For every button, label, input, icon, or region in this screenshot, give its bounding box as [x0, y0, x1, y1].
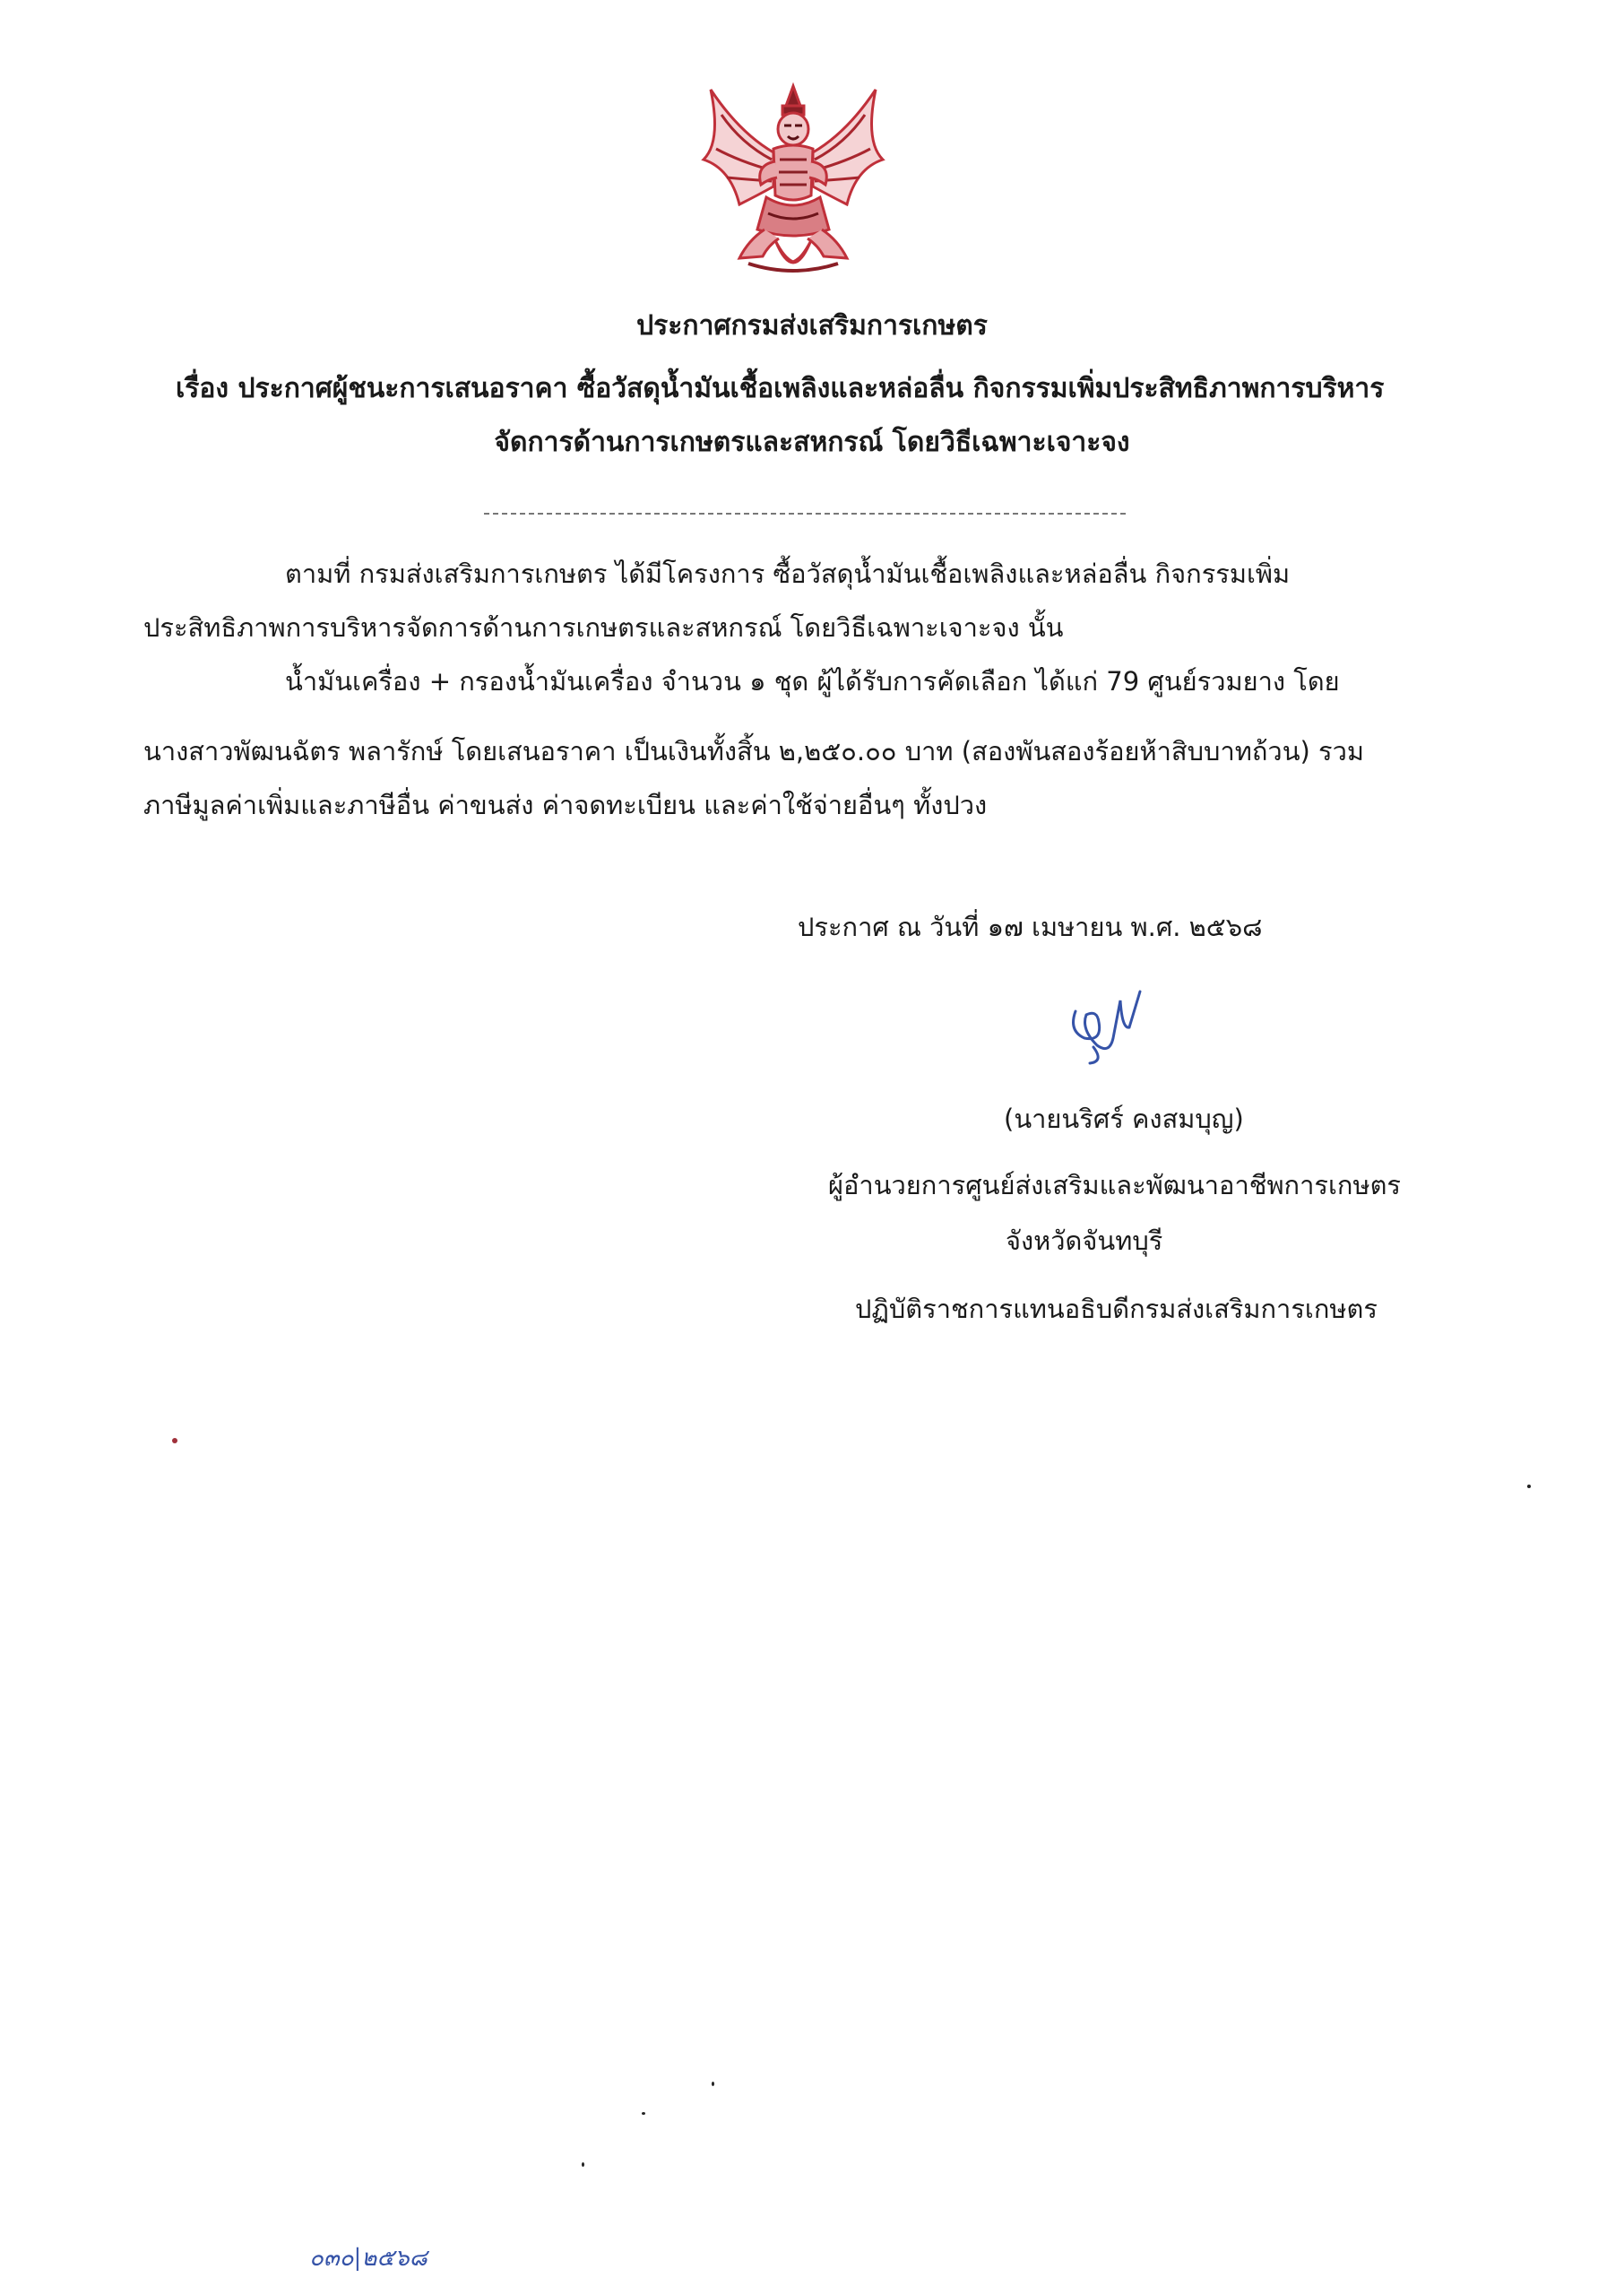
announcement-date: ประกาศ ณ วันที่ ๑๗ เมษายน พ.ศ. ๒๕๖๘: [798, 912, 1263, 942]
scan-speck: [1527, 1485, 1531, 1488]
signer-position-2: จังหวัดจันทบุรี: [1006, 1225, 1163, 1256]
announcement-title: ประกาศกรมส่งเสริมการเกษตร: [636, 310, 988, 342]
garuda-emblem-icon: [686, 79, 901, 294]
scan-speck: [582, 2162, 584, 2167]
body-para2-line2: นางสาวพัฒนฉัตร พลารักษ์ โดยเสนอราคา เป็นเงินทั้งสิ้น ๒,๒๕๐.๐๐ บาท (สองพันสองร้อยห้าสิบบาทถ้วน) รวม: [143, 736, 1365, 766]
body-para1-line1: ตามที่ กรมส่งเสริมการเกษตร ได้มีโครงการ ซื้อวัสดุน้ำมันเชื้อเพลิงและหล่อลื่น กิจกรรมเพิ่ม: [285, 559, 1291, 589]
body-para2-line1: น้ำมันเครื่อง + กรองน้ำมันเครื่อง จำนวน ๑ ชุด ผู้ได้รับการคัดเลือก ได้แก่ 79 ศูนย์รวมยาง โดย: [285, 666, 1340, 697]
scan-speck: [172, 1438, 177, 1443]
scan-speck: [642, 2112, 645, 2115]
signer-position-3: ปฏิบัติราชการแทนอธิบดีกรมส่งเสริมการเกษตร: [855, 1294, 1378, 1324]
handwritten-file-number: ๐๓๐|๒๕๖๘: [309, 2245, 428, 2272]
body-para2-line3: ภาษีมูลค่าเพิ่มและภาษีอื่น ค่าขนส่ง ค่าจดทะเบียน และค่าใช้จ่ายอื่นๆ ทั้งปวง: [143, 790, 988, 820]
subject-line-2: จัดการด้านการเกษตรและสหกรณ์ โดยวิธีเฉพาะเจาะจง: [494, 427, 1130, 458]
signer-name: (นายนริศร์ คงสมบุญ): [1004, 1104, 1244, 1134]
body-para1-line2: ประสิทธิภาพการบริหารจัดการด้านการเกษตรและสหกรณ์ โดยวิธีเฉพาะเจาะจง นั้น: [143, 612, 1064, 643]
scan-speck: [712, 2082, 714, 2086]
signer-position-1: ผู้อำนวยการศูนย์ส่งเสริมและพัฒนาอาชีพการเกษตร: [828, 1170, 1401, 1200]
divider-rule: [484, 513, 1126, 515]
subject-line-1: เรื่อง ประกาศผู้ชนะการเสนอราคา ซื้อวัสดุน้ำมันเชื้อเพลิงและหล่อลื่น กิจกรรมเพิ่มประสิทธิภาพการบริหาร: [176, 373, 1385, 404]
handwritten-signature-icon: [1058, 975, 1156, 1074]
